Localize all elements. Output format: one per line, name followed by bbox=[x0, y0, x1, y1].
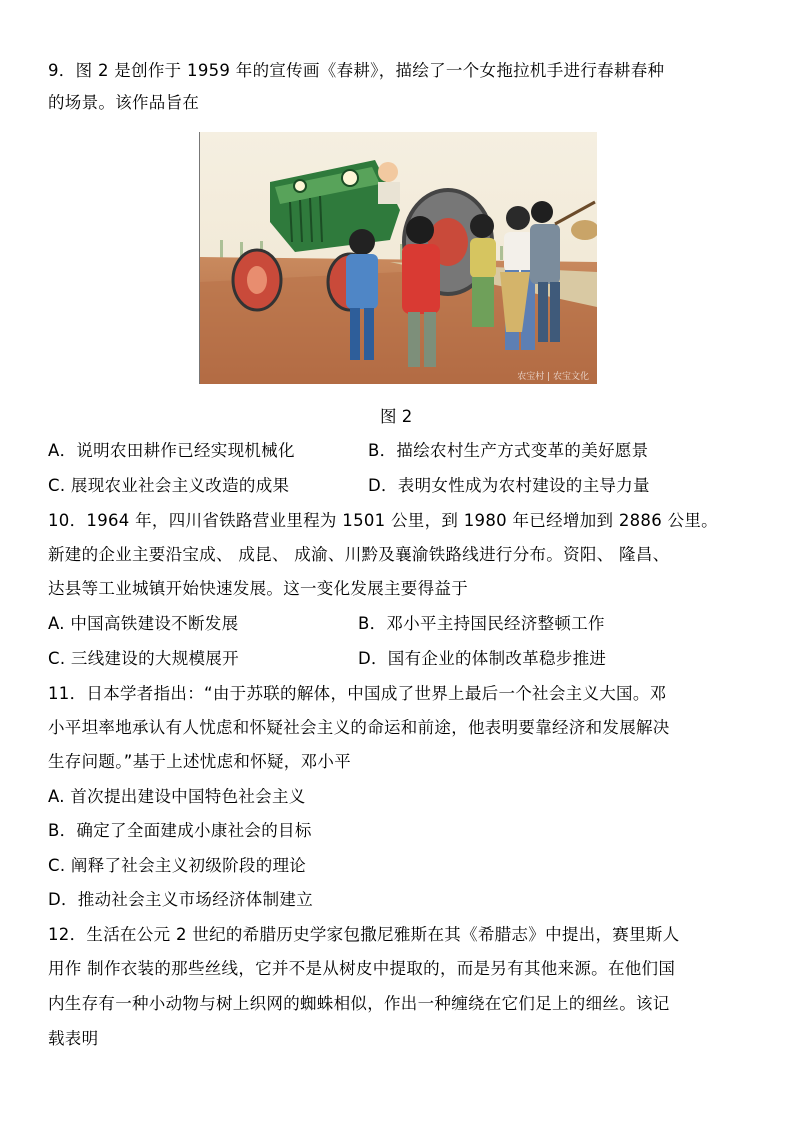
q11-option-a[interactable]: A. 首次提出建设中国特色社会主义 bbox=[48, 787, 306, 806]
q9-option-c[interactable]: C. 展现农业社会主义改造的成果 bbox=[48, 476, 290, 495]
q9-stem-line-1: 9．图 2 是创作于 1959 年的宣传画《春耕》，描绘了一个女拖拉机手进行春耕春种 bbox=[48, 61, 665, 80]
propaganda-painting-spring-ploughing bbox=[199, 132, 597, 384]
q11-stem-line-1: 11．日本学者指出：“由于苏联的解体，中国成了世界上最后一个社会主义大国。邓 bbox=[48, 684, 667, 703]
q9-option-a[interactable]: A．说明农田耕作已经实现机械化 bbox=[48, 441, 295, 460]
q11-option-b[interactable]: B．确定了全面建成小康社会的目标 bbox=[48, 821, 312, 840]
q10-stem-line-1: 10．1964 年，四川省铁路营业里程为 1501 公里，到 1980 年已经增加到 2886 公里。 bbox=[48, 511, 718, 530]
q10-option-d[interactable]: D．国有企业的体制改革稳步推进 bbox=[358, 649, 607, 668]
figure-caption: 图 2 bbox=[380, 407, 413, 426]
q12-stem-line-4: 载表明 bbox=[48, 1029, 99, 1048]
q11-option-c[interactable]: C. 阐释了社会主义初级阶段的理论 bbox=[48, 856, 307, 875]
q10-option-c[interactable]: C. 三线建设的大规模展开 bbox=[48, 649, 239, 668]
q11-stem-line-2: 小平坦率地承认有人忧虑和怀疑社会主义的命运和前途，他表明要靠经济和发展解决 bbox=[48, 718, 670, 737]
q12-stem-line-3: 内生存有一种小动物与树上织网的蜘蛛相似，作出一种缠绕在它们足上的细丝。该记 bbox=[48, 994, 670, 1013]
painting-illustration bbox=[200, 132, 597, 384]
q9-option-b[interactable]: B．描绘农村生产方式变革的美好愿景 bbox=[368, 441, 649, 460]
q9-option-d[interactable]: D．表明女性成为农村建设的主导力量 bbox=[368, 476, 650, 495]
q11-stem-line-3: 生存问题。”基于上述忧虑和怀疑，邓小平 bbox=[48, 752, 351, 771]
q12-stem-line-1: 12．生活在公元 2 世纪的希腊历史学家包撒尼雅斯在其《希腊志》中提出，赛里斯人 bbox=[48, 925, 680, 944]
q10-stem-line-3: 达县等工业城镇开始快速发展。这一变化发展主要得益于 bbox=[48, 579, 468, 598]
image-watermark: 农宝村 | 农宝文化 bbox=[517, 372, 589, 382]
q9-stem-line-2: 的场景。该作品旨在 bbox=[48, 93, 200, 112]
q10-stem-line-2: 新建的企业主要沿宝成、 成昆、 成渝、川黔及襄渝铁路线进行分布。资阳、 隆昌、 bbox=[48, 545, 670, 564]
q11-option-d[interactable]: D．推动社会主义市场经济体制建立 bbox=[48, 890, 314, 909]
q10-option-b[interactable]: B．邓小平主持国民经济整顿工作 bbox=[358, 614, 605, 633]
q12-stem-line-2: 用作 制作衣装的那些丝线，它并不是从树皮中提取的，而是另有其他来源。在他们国 bbox=[48, 959, 676, 978]
q10-option-a[interactable]: A. 中国高铁建设不断发展 bbox=[48, 614, 239, 633]
